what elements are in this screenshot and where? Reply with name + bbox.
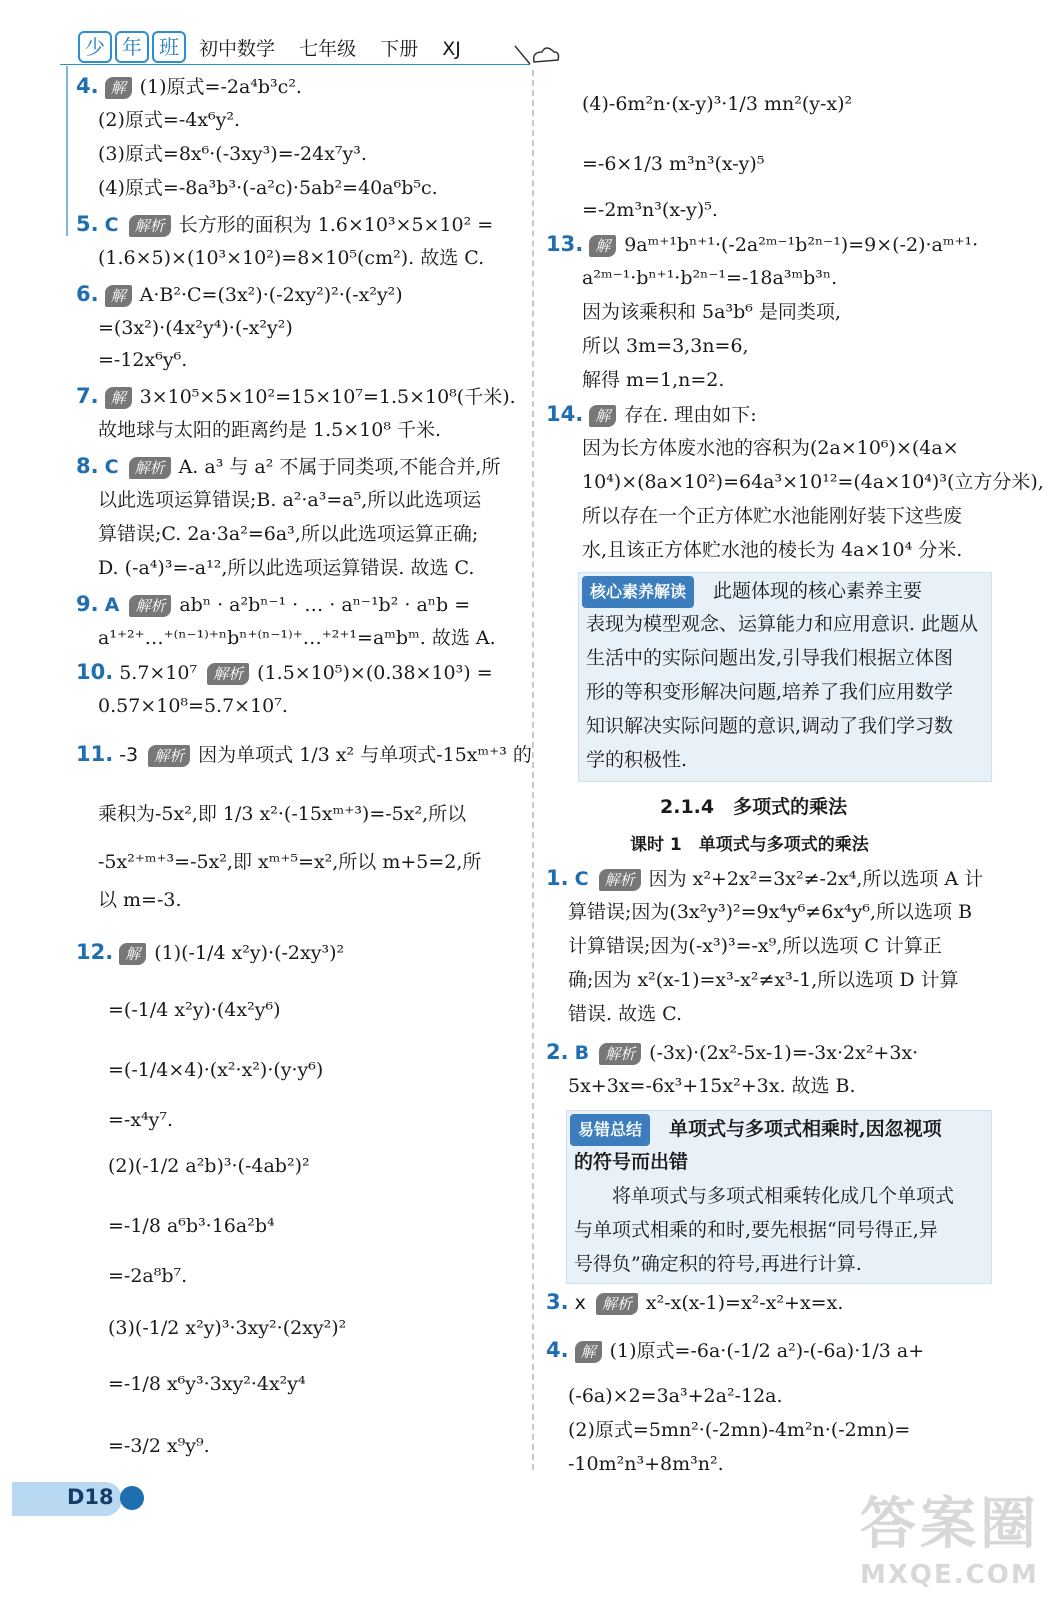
s2-answer: B [574,1042,590,1064]
page-number: D18 [67,1485,114,1509]
s2-text: (-3x)·(2x²-5x-1)=-3x·2x²+3x· [649,1042,919,1064]
s4-number: 4. [546,1338,569,1362]
core-box-line2: 表现为模型观念、运算能力和应用意识. 此题从 [586,613,979,635]
s4-line4: -10m²n³+8m³n². [568,1453,724,1475]
watermark-url: MXQE.COM [860,1560,1039,1590]
q11-text: 因为单项式 1/3 x² 与单项式-15xᵐ⁺³ 的 [198,744,532,766]
q7-text: 3×10⁵×5×10²=15×10⁷=1.5×10⁸(千米). [139,386,516,408]
s4-line3: (2)原式=5mn²·(-2mn)-4m²n·(-2mn)= [568,1419,911,1441]
s1-number: 1. [546,866,569,890]
q12-c3: =-3/2 x⁹y⁹. [108,1435,210,1457]
q5-number: 5. [76,212,99,236]
err-box-heading: 单项式与多项式相乘时,因忽视项 [669,1118,942,1140]
q7-line1 [76,382,516,411]
analysis-tag: 解析 [596,1293,638,1315]
core-box-line6: 学的积极性. [586,749,688,771]
q12-b2: =-1/8 a⁶b³·16a²b⁴ [108,1215,275,1237]
core-box-text: 此题体现的核心素养主要 [713,580,923,602]
q8-answer: C [104,456,119,478]
q5-line2: (1.6×5)×(10³×10²)=8×10⁵(cm²). 故选 C. [98,247,485,269]
q8-text: A. a³ 与 a² 不属于同类项,不能合并,所 [178,456,501,478]
analysis-tag: 解析 [207,663,249,685]
q12-line1 [76,938,344,967]
watermark [860,1480,1040,1590]
analysis-tag: 解析 [148,745,190,767]
analysis-tag: 解析 [129,595,171,617]
err-box-heading2: 的符号而出错 [574,1151,689,1173]
s1-line3: 计算错误;因为(-x³)³=-x⁹,所以选项 C 计算正 [568,935,942,957]
q10-text: (1.5×10⁵)×(0.38×10³) = [257,662,493,684]
brand-logo [78,31,189,63]
q8-line2: 以此选项运算错误;B. a²·a³=a⁵,所以此选项运 [98,489,482,511]
core-box-line1 [582,576,922,608]
q13-line5: 解得 m=1,n=2. [582,369,725,391]
s1-line4: 确;因为 x²(x-1)=x³-x²≠x³-1,所以选项 D 计算 [568,969,959,991]
q12-a2: =(-1/4 x²y)·(4x²y⁶) [108,999,281,1021]
grade: 七年级 [299,37,357,60]
q14-line1 [546,400,757,429]
core-box-line4: 形的等积变形解决问题,培养了我们应用数学 [586,681,954,703]
q12-a3: =(-1/4×4)·(x²·x²)·(y·y⁶) [108,1059,324,1081]
q9-text: abⁿ · a²bⁿ⁻¹ · … · aⁿ⁻¹b² · aⁿb = [179,594,471,616]
s1-answer: C [574,868,589,890]
err-box-line3: 将单项式与多项式相乘转化成几个单项式 [612,1185,955,1207]
q9-number: 9. [76,592,99,616]
q10-line1 [76,658,493,687]
subject: 初中数学 [199,37,276,60]
q9-line1 [76,590,470,619]
q7-number: 7. [76,384,99,408]
q12-4-line2: =-6×1/3 m³n³(x-y)⁵ [582,153,765,175]
volume: 下册 [380,37,419,60]
s1-line2: 算错误;因为(3x²y³)²=9x⁴y⁶≠6x⁴y⁶,所以选项 B [568,901,973,923]
q14-line4: 所以存在一个正方体贮水池能刚好装下这些废 [582,505,963,527]
q13-line2: a²ᵐ⁻¹·bⁿ⁺¹·b²ⁿ⁻¹=-18a³ᵐb³ⁿ. [582,267,838,289]
analysis-tag: 解析 [129,457,171,479]
edition: XJ [442,37,461,60]
err-box-line1 [570,1114,942,1146]
q11-number: 11. [76,742,114,766]
q8-line3: 算错误;C. 2a·3a²=6a³,所以此选项运算正确; [98,523,479,545]
q12-number: 12. [76,940,114,964]
q14-line3: 10⁴)×(8a×10²)=64a³×10¹²=(4a×10⁴)³(立方分米), [582,471,1044,493]
page-dot-icon [120,1486,144,1510]
q4-part4: (4)原式=-8a³b³·(-a²c)·5ab²=40a⁶b⁵c. [98,177,438,199]
q9-line2: a¹⁺²⁺…⁺⁽ⁿ⁻¹⁾⁺ⁿbⁿ⁺⁽ⁿ⁻¹⁾⁺…⁺²⁺¹=aᵐbᵐ. 故选 A. [98,627,496,649]
q11-line3: -5x²⁺ᵐ⁺³=-5x²,即 xᵐ⁺⁵=x²,所以 m+5=2,所 [98,851,482,873]
brand-char: 班 [152,31,186,63]
page-number-badge [12,1482,122,1516]
q12-4-line3: =-2m³n³(x-y)⁵. [582,199,718,221]
core-box-line5: 知识解决实际问题的意识,调动了我们学习数 [586,715,954,737]
solution-tag: 解 [119,943,146,965]
q5-answer: C [104,214,119,236]
q4-part3: (3)原式=8x⁶·(-3xy³)=-24x⁷y³. [98,143,367,165]
q7-line2: 故地球与太阳的距离约是 1.5×10⁸ 千米. [98,419,442,441]
analysis-tag: 解析 [599,1043,641,1065]
s1-line5: 错误. 故选 C. [568,1003,683,1025]
q14-number: 14. [546,402,584,426]
cloud-icon [510,38,560,68]
solution-tag: 解 [575,1341,602,1363]
q14-line5: 水,且该正方体贮水池的棱长为 4a×10⁴ 分米. [582,539,963,561]
s3-number: 3. [546,1290,569,1314]
s3-line1 [546,1288,843,1317]
margin-rule [66,66,68,236]
q11-line2: 乘积为-5x²,即 1/3 x²·(-15xᵐ⁺³)=-5x²,所以 [98,803,467,825]
s2-number: 2. [546,1040,569,1064]
q9-answer: A [104,594,120,616]
q11-line4: 以 m=-3. [98,889,182,911]
solution-tag: 解 [589,405,616,427]
q10-answer: 5.7×10⁷ [119,662,198,684]
q12-c2: =-1/8 x⁶y³·3xy²·4x²y⁴ [108,1373,306,1395]
analysis-tag: 解析 [599,869,641,891]
s3-text: x²-x(x-1)=x²-x²+x=x. [645,1292,844,1314]
solution-tag: 解 [105,387,132,409]
err-box-line5: 号得负”确定积的符号,再进行计算. [574,1253,862,1275]
brand-char: 年 [115,31,149,63]
q13-line3: 因为该乘积和 5a³b⁶ 是同类项, [582,301,841,323]
brand-char: 少 [78,31,112,63]
solution-tag: 解 [105,77,132,99]
s4-text: (1)原式=-6a·(-1/2 a²)-(-6a)·1/3 a+ [609,1340,925,1362]
q13-line4: 所以 3m=3,3n=6, [582,335,749,357]
q13-text: 9aᵐ⁺¹bⁿ⁺¹·(-2a²ᵐ⁻¹b²ⁿ⁻¹)=9×(-2)·aᵐ⁺¹· [624,234,979,256]
s1-text: 因为 x²+2x²=3x²≠-2x⁴,所以选项 A 计 [648,868,984,890]
q6-line3: =-12x⁶y⁶. [98,349,188,371]
q12-a4: =-x⁴y⁷. [108,1109,174,1131]
q12-b1: (2)(-1/2 a²b)³·(-4ab²)² [108,1155,310,1177]
column-divider [532,70,534,1470]
q6-text: A·B²·C=(3x²)·(-2xy²)²·(-x²y²) [139,284,403,306]
q13-line1 [546,230,978,259]
q14-text: 存在. 理由如下: [624,404,757,426]
q6-number: 6. [76,282,99,306]
q12-b3: =-2a⁸b⁷. [108,1265,188,1287]
q8-line4: D. (-a⁴)³=-a¹²,所以此选项运算错误. 故选 C. [98,557,475,579]
q5-line1 [76,210,493,239]
solution-tag: 解 [589,235,616,257]
q5-text: 长方形的面积为 1.6×10³×5×10² = [178,214,494,236]
q14-line2: 因为长方体废水池的容积为(2a×10⁶)×(4a× [582,437,959,459]
q12-4-line1: (4)-6m²n·(x-y)³·1/3 mn²(y-x)² [582,93,853,115]
book-info [199,34,479,61]
q4-number: 4. [76,74,99,98]
s2-line1 [546,1038,918,1067]
q6-line1 [76,280,403,309]
core-box-line3: 生活中的实际问题出发,引导我们根据立体图 [586,647,954,669]
core-box-title: 核心素养解读 [582,576,694,608]
s4-line2: (-6a)×2=3a³+2a²-12a. [568,1385,783,1407]
q13-number: 13. [546,232,584,256]
q4-part2: (2)原式=-4x⁶y². [98,109,241,131]
page-header [78,30,479,64]
err-box-title: 易错总结 [570,1114,650,1146]
err-box-line4: 与单项式相乘的和时,要先根据“同号得正,异 [574,1219,938,1241]
q8-line1 [76,452,500,481]
section-title: 2.1.4 多项式的乘法 [660,796,848,818]
q12-a1: (1)(-1/4 x²y)·(-2xy³)² [154,942,345,964]
q10-number: 10. [76,660,114,684]
analysis-tag: 解析 [129,215,171,237]
q6-line2: =(3x²)·(4x²y⁴)·(-x²y²) [98,317,293,339]
q10-line2: 0.57×10⁸=5.7×10⁷. [98,695,288,717]
header-rule [60,64,530,65]
s1-line1 [546,864,983,893]
q8-number: 8. [76,454,99,478]
q11-line1 [76,740,532,769]
q4-part1: (1)原式=-2a⁴b³c². [139,76,302,98]
q4-line1 [76,72,302,101]
watermark-logo: 答案圈 [860,1492,1040,1557]
s4-line1 [546,1336,924,1365]
s2-line2: 5x+3x=-6x³+15x²+3x. 故选 B. [568,1075,856,1097]
q12-c1: (3)(-1/2 x²y)³·3xy²·(2xy²)² [108,1317,347,1339]
solution-tag: 解 [105,285,132,307]
lesson-title: 课时 1 单项式与多项式的乘法 [630,835,869,855]
s3-answer: x [574,1292,586,1314]
q11-answer: -3 [119,744,139,766]
